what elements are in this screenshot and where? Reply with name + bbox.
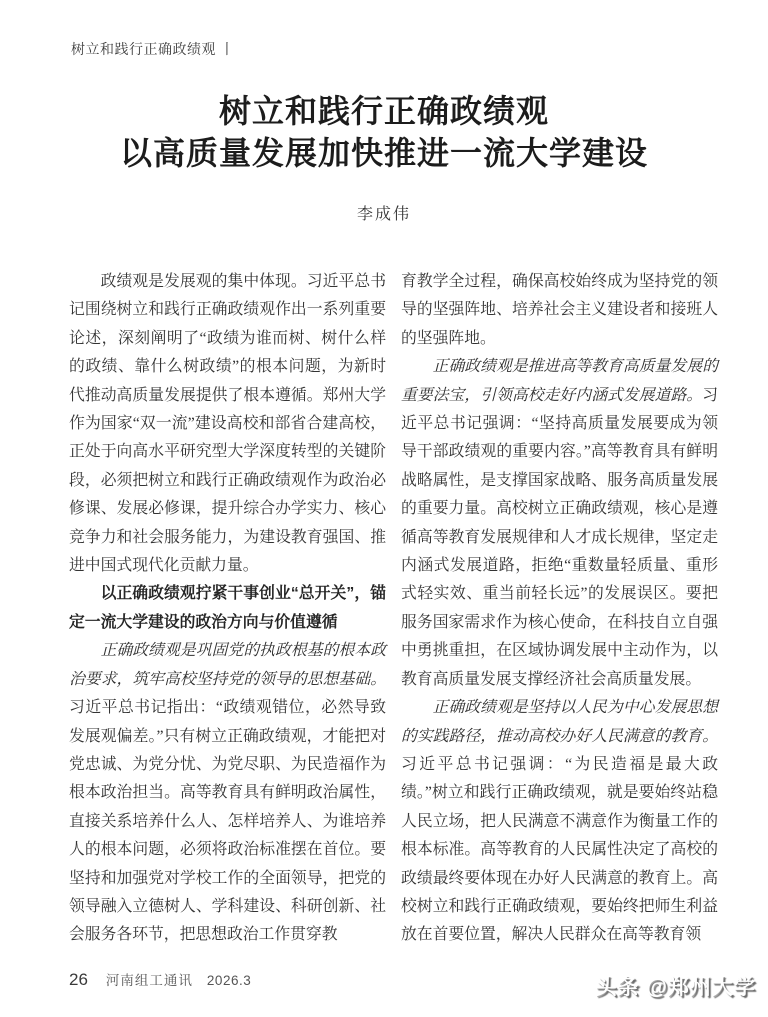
article-paragraph <box>69 268 386 580</box>
running-head-separator: 丨 <box>220 41 235 57</box>
emphasis-text-run: 正确政绩观是推进高等教育高质量发展的重要法宝，引领高校走好内涵式发展道路。 <box>401 358 718 404</box>
article-author: 李成伟 <box>356 206 411 223</box>
issue-date: 2026.3 <box>206 973 252 988</box>
article-title-line2: 以高质量发展加快推进一流大学建设 <box>119 135 648 171</box>
article-body <box>69 268 718 950</box>
page-number: 26 <box>69 970 88 989</box>
right-column <box>401 268 718 950</box>
section-subheading <box>69 580 386 637</box>
article-paragraph <box>401 268 718 353</box>
watermark-platform: 头条 <box>595 976 640 999</box>
article-paragraph <box>69 637 386 949</box>
article-title-line1: 树立和践行正确政绩观 <box>218 93 549 129</box>
running-head <box>71 39 235 59</box>
left-column <box>69 268 386 950</box>
journal-name: 河南组工通讯 <box>105 973 193 988</box>
body-text-run: 政绩观是发展观的集中体现。习近平总书记围绕树立和践行正确政绩观作出一系列重要论述，深刻阐明了“政绩为谁而树、树什么样的政绩、靠什么树政绩”的根本问题，为新时代推动高质量发展提供了根本遵循。郑州大学作为国家“双一流”建设高校和部省合建高校，正处于向高水平研究型大学深度转型的关键阶段，必须把树立和践行正确政绩观作为政治必修课、发展必修课，提升综合办学实力、核心竞争力和社会服务能力，为建设教育强国、推进中国式现代化贡献力量。 <box>69 273 386 575</box>
running-head-label: 树立和践行正确政绩观 <box>71 41 216 57</box>
emphasis-text-run: 正确政绩观是巩固党的执政根基的根本政治要求，筑牢高校坚持党的领导的思想基础。 <box>69 642 386 688</box>
body-text-run: 习近平总书记指出：“政绩观错位，必然导致发展观偏差。”只有树立正确政绩观，才能把对党忠诚、为党分忧、为党尽职、为民造福作为根本政治担当。高等教育具有鲜明政治属性，直接关系培养什么人、怎样培养人、为谁培养人的根本问题，必须将政治标准摆在首位。要坚持和加强党对学校工作的全面领导，把党的领导融入立德树人、学科建设、科研创新、社会服务各环节，把思想政治工作贯穿教 <box>69 699 386 944</box>
watermark-account: @郑州大学 <box>646 976 756 999</box>
article-title <box>0 90 768 174</box>
toutiao-watermark <box>596 971 756 1001</box>
subhead-text-run: 以正确政绩观拧紧干事创业“总开关”，锚定一流大学建设的政治方向与价值遵循 <box>69 585 386 631</box>
page-footer <box>69 969 251 990</box>
article-paragraph <box>401 694 718 950</box>
body-text-run: 育教学全过程，确保高校始终成为坚持党的领导的坚强阵地、培养社会主义建设者和接班人的坚强阵地。 <box>401 273 718 347</box>
body-text-run: 习近平总书记强调：“为民造福是最大政绩。”树立和践行正确政绩观，就是要始终站稳人民立场，把人民满意不满意作为衡量工作的根本标准。高等教育的人民属性决定了高校的政绩最终要体现在办好人民满意的教育上。高校树立和践行正确政绩观，要始终把师生利益放在首要位置，解决人民群众在高等教育领 <box>401 755 718 944</box>
body-text-run: 习近平总书记强调：“坚持高质量发展要成为领导干部政绩观的重要内容。”高等教育具有鲜明战略属性，是支撑国家战略、服务高质量发展的重要力量。高校树立正确政绩观，核心是遵循高等教育发展规律和人才成长规律，坚定走内涵式发展道路，拒绝“重数量轻质量、重形式轻实效、重当前轻长远”的发展误区。要把服务国家需求作为核心使命，在科技自立自强中勇挑重担，在区域协调发展中主动作为，以教育高质量发展支撑经济社会高质量发展。 <box>401 386 718 688</box>
emphasis-text-run: 正确政绩观是坚持以人民为中心发展思想的实践路径，推动高校办好人民满意的教育。 <box>401 699 718 745</box>
article-paragraph <box>401 353 718 694</box>
